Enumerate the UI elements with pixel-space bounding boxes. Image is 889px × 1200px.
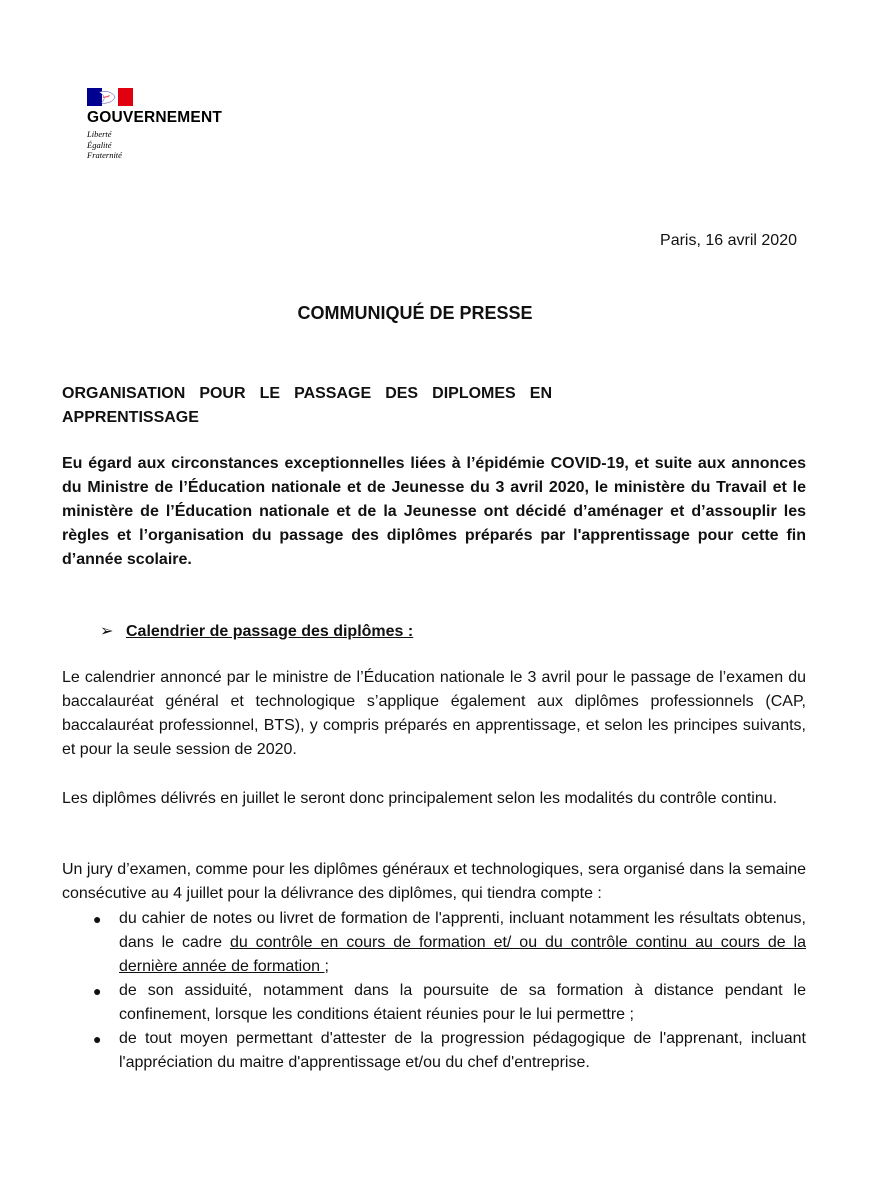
motto bbox=[87, 129, 257, 161]
motto-liberte: Liberté bbox=[87, 129, 112, 139]
marianne-flag-icon bbox=[87, 88, 133, 106]
government-logo bbox=[87, 88, 257, 161]
document-title: COMMUNIQUÉ DE PRESSE bbox=[297, 303, 533, 323]
section-heading-text: Calendrier de passage des diplômes : bbox=[126, 623, 414, 640]
paragraph-jury: Un jury d’examen, comme pour les diplômes généraux et technologiques, sera organisé dans la semaine consécutive au 4 juillet pour la délivrance des diplômes, qui tiendra compte : bbox=[62, 861, 806, 902]
list-item-text: du cahier de notes ou livret de formation de l'apprenti, incluant notamment les résultats obtenus, dans le cadre bbox=[119, 910, 806, 951]
lead-paragraph: Eu égard aux circonstances exceptionnelles liées à l’épidémie COVID-19, et suite aux annonces du Ministre de l’Éducation nationale et de Jeunesse du 3 avril 2020, le ministère du Travail et le ministère de l’Éducation nationale et de la Jeunesse ont décidé d’aménager et d’assouplir les règles et l’organisation du passage des diplômes préparés par l'apprentissage pour cette fin d’année scolaire. bbox=[62, 455, 806, 568]
bullet-dot-icon: ● bbox=[93, 911, 102, 927]
arrow-bullet-icon: ➢ bbox=[100, 623, 114, 640]
list-item bbox=[62, 979, 806, 1027]
list-item bbox=[62, 1027, 806, 1075]
document-date: Paris, 16 avril 2020 bbox=[660, 232, 797, 249]
government-wordmark: GOUVERNEMENT bbox=[87, 109, 223, 126]
paragraph-continuous-assessment: Les diplômes délivrés en juillet le seront donc principalement selon les modalités du contrôle continu. bbox=[62, 790, 778, 807]
section-heading bbox=[100, 621, 413, 641]
paragraph-calendar: Le calendrier annoncé par le ministre de l’Éducation nationale le 3 avril pour le passage de l’examen du baccalauréat général et technologique s’applique également aux diplômes professionnels (CAP, baccalauréat professionnel, BTS), y compris préparés en apprentissage, et selon les principes suivants, et pour la seule session de 2020. bbox=[62, 669, 806, 758]
list-item bbox=[62, 907, 806, 979]
bullet-dot-icon: ● bbox=[93, 983, 102, 999]
list-item-text: de tout moyen permettant d'attester de la progression pédagogique de l'apprenant, incluant l'appréciation du maitre d'apprentissage et/ou du chef d'entreprise. bbox=[119, 1030, 806, 1071]
bullet-dot-icon: ● bbox=[93, 1031, 102, 1047]
criteria-list bbox=[62, 907, 806, 1075]
list-item-text: de son assiduité, notamment dans la poursuite de sa formation à distance pendant le confinement, lorsque les conditions étaient réunies pour le lui permettre ; bbox=[119, 982, 806, 1023]
list-item-underlined-text: du contrôle en cours de formation et/ ou du contrôle continu au cours de la dernière année de formation ; bbox=[119, 934, 807, 975]
motto-egalite: Égalité bbox=[87, 139, 112, 150]
motto-fraternite: Fraternité bbox=[87, 150, 122, 160]
document-subject: ORGANISATION POUR LE PASSAGE DES DIPLOMES EN APPRENTISSAGE bbox=[62, 385, 552, 426]
